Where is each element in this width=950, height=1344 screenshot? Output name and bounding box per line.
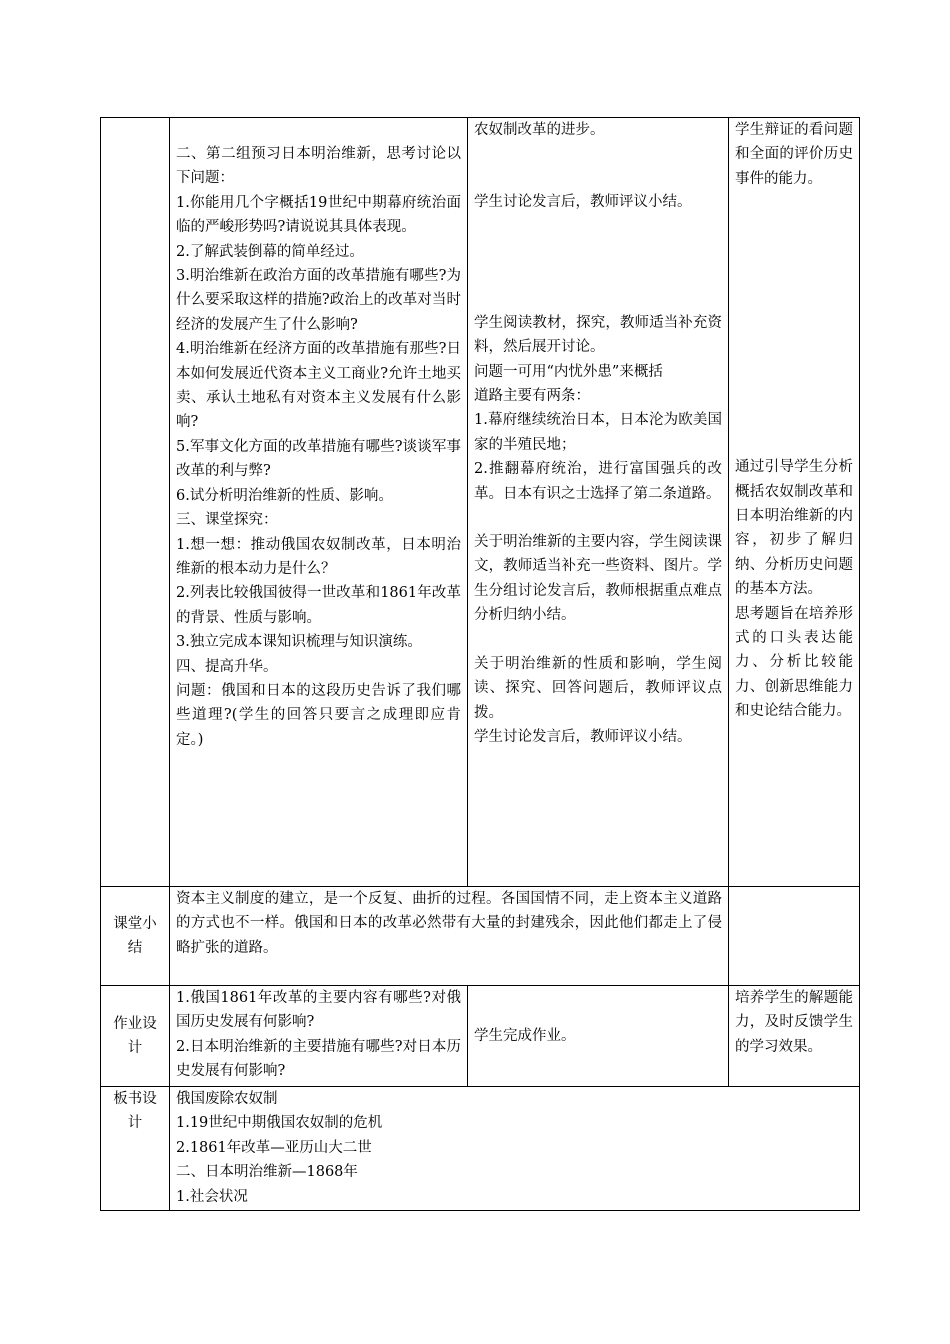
inquiry-item-3: 3.独立完成本课知识梳理与知识演练。 bbox=[176, 634, 422, 651]
board-lines-cell bbox=[170, 1087, 860, 1211]
elevation-heading: 四、提高升华。 bbox=[176, 658, 278, 675]
activity-text-8: 关于明治维新的主要内容，学生阅读课文，教师适当补充一些资料、图片。学生分组讨论发言后，教师根据重点难点分析归纳小结。 bbox=[474, 534, 722, 624]
inquiry-item-2: 2.列表比较俄国彼得一世改革和1861年改革的背景、性质与影响。 bbox=[176, 585, 461, 626]
board-line-5: 1.社会状况 bbox=[176, 1188, 248, 1205]
task-heading-meiji: 二、第二组预习日本明治维新，思考讨论以下问题： bbox=[176, 146, 461, 187]
activity-text-5: 道路主要有两条： bbox=[474, 388, 590, 405]
task-question-3: 3.明治维新在政治方面的改革措施有哪些?为什么要采取这样的措施?政治上的改革对当时经济的发展产生了什么影响? bbox=[176, 268, 461, 333]
summary-text: 资本主义制度的建立，是一个反复、曲折的过程。各国国情不同，走上资本主义道路的方式也不一样。俄国和日本的改革必然带有大量的封建残余，因此他们都走上了侵略扩张的道路。 bbox=[170, 887, 729, 986]
homework-activity: 学生完成作业。 bbox=[468, 986, 729, 1087]
activity-text-10: 学生讨论发言后，教师评议小结。 bbox=[474, 728, 692, 745]
row-label-cell-empty bbox=[101, 118, 170, 887]
activity-text-1: 农奴制改革的进步。 bbox=[474, 122, 605, 138]
intent-text-1: 学生辩证的看问题和全面的评价历史事件的能力。 bbox=[735, 122, 853, 187]
board-line-4: 二、日本明治维新—1868年 bbox=[176, 1164, 358, 1181]
homework-row bbox=[101, 986, 860, 1087]
activity-text-3: 学生阅读教材，探究，教师适当补充资料，然后展开讨论。 bbox=[474, 314, 722, 356]
activity-text-4: 问题一可用“内忧外患”来概括 bbox=[474, 363, 663, 380]
task-question-1: 1.你能用几个字概括19世纪中期幕府统治面临的严峻形势吗?请说说其具体表现。 bbox=[176, 194, 461, 236]
design-intent-cell bbox=[729, 118, 860, 887]
task-question-4: 4.明治维新在经济方面的改革措施有那些?日本如何发展近代资本主义工商业?允许土地买卖、承认土地私有对资本主义发展有什么影响? bbox=[176, 341, 461, 431]
teacher-activity-cell bbox=[468, 118, 729, 887]
board-label: 板书设计 bbox=[101, 1087, 170, 1211]
intent-text-2: 通过引导学生分析概括农奴制改革和日本明治维新的内容，初步了解归纳、分析历史问题的基本方法。 bbox=[735, 459, 853, 598]
board-line-1: 俄国废除农奴制 bbox=[176, 1091, 278, 1107]
elevation-question: 问题：俄国和日本的这段历史告诉了我们哪些道理?(学生的回答只要言之成理即应肯定。) bbox=[176, 682, 461, 748]
activity-text-6: 1.幕府继续统治日本，日本沦为欧美国家的半殖民地； bbox=[474, 412, 722, 453]
homework-question-1: 1.俄国1861年改革的主要内容有哪些?对俄国历史发展有何影响? bbox=[176, 990, 461, 1031]
homework-goal: 培养学生的解题能力，及时反馈学生的学习效果。 bbox=[729, 986, 860, 1087]
student-tasks-cell bbox=[170, 118, 468, 887]
task-question-6: 6.试分析明治维新的性质、影响。 bbox=[176, 487, 393, 504]
board-line-3: 2.1861年改革—亚历山大二世 bbox=[176, 1139, 372, 1156]
homework-label: 作业设计 bbox=[101, 986, 170, 1087]
activity-text-9: 关于明治维新的性质和影响，学生阅读、探究、回答问题后，教师评议点拨。 bbox=[474, 655, 722, 721]
task-question-2: 2.了解武装倒幕的简单经过。 bbox=[176, 243, 364, 260]
lesson-plan-page bbox=[100, 117, 859, 1211]
intent-text-3: 思考题旨在培养形式的口头表达能力、分析比较能力、创新思维能力和史论结合能力。 bbox=[735, 605, 853, 720]
board-design-row bbox=[101, 1087, 860, 1211]
activity-text-7: 2.推翻幕府统治，进行富国强兵的改革。日本有识之士选择了第二条道路。 bbox=[474, 461, 722, 502]
summary-empty-cell bbox=[729, 887, 860, 986]
summary-label: 课堂小结 bbox=[101, 887, 170, 986]
homework-question-2: 2.日本明治维新的主要措施有哪些?对日本历史发展有何影响? bbox=[176, 1038, 461, 1080]
activity-text-2: 学生讨论发言后，教师评议小结。 bbox=[474, 194, 692, 211]
inquiry-heading: 三、课堂探究： bbox=[176, 512, 278, 529]
teaching-process-row bbox=[101, 118, 860, 887]
lesson-plan-table bbox=[100, 117, 860, 1211]
homework-questions-cell bbox=[170, 986, 468, 1087]
inquiry-item-1: 1.想一想：推动俄国农奴制改革，日本明治维新的根本动力是什么？ bbox=[176, 536, 461, 577]
board-line-2: 1.19世纪中期俄国农奴制的危机 bbox=[176, 1115, 383, 1132]
task-question-5: 5.军事文化方面的改革措施有哪些?谈谈军事改革的利与弊? bbox=[176, 438, 461, 480]
summary-row bbox=[101, 887, 860, 986]
